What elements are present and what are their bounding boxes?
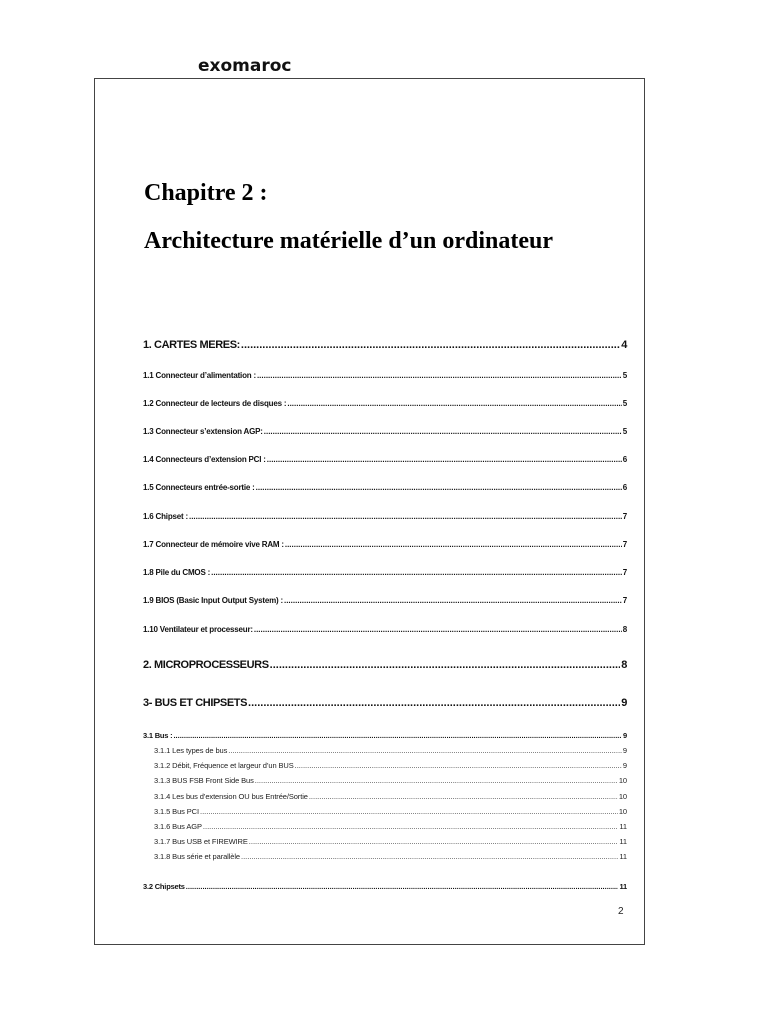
toc-entry-microprocesseurs[interactable] <box>143 659 627 671</box>
toc-leader-dots <box>267 455 622 464</box>
toc-entry-1-5[interactable] <box>143 483 627 492</box>
toc-entry-1-10[interactable] <box>143 625 627 634</box>
toc-entry-page: 5 <box>622 399 627 408</box>
toc-leader-dots <box>241 339 620 351</box>
toc-leader-dots <box>254 625 622 634</box>
toc-entry-text: 3.1.7 Bus USB et FIREWIRE <box>154 837 248 846</box>
toc-entry-text: 3.1.1 Les types de bus <box>154 746 228 755</box>
toc-entry-page: 6 <box>622 483 627 492</box>
toc-entry-text: 1.1 Connecteur d’alimentation : <box>143 371 256 380</box>
toc-entry-text: 3.2 Chipsets <box>143 882 185 891</box>
toc-entry-text: 3.1.8 Bus série et parallèle <box>154 852 241 861</box>
toc-entry-text: 1.6 Chipset : <box>143 512 188 521</box>
toc-entry-page: 10 <box>618 792 627 801</box>
toc-leader-dots <box>284 596 622 605</box>
toc-entry-1-2[interactable] <box>143 399 627 408</box>
toc-leader-dots <box>285 540 622 549</box>
toc-entry-page: 7 <box>622 512 627 521</box>
toc-entry-page: 8 <box>621 659 627 671</box>
toc-leader-dots <box>186 882 619 891</box>
toc-entry-3-1-6[interactable] <box>154 822 627 831</box>
toc-leader-dots <box>228 746 622 755</box>
toc-leader-dots <box>264 427 622 436</box>
toc-entry-page: 9 <box>622 761 627 770</box>
chapter-title: Architecture matérielle d’un ordinateur <box>144 228 554 254</box>
toc-entry-page: 4 <box>621 339 627 351</box>
toc-leader-dots <box>295 761 622 770</box>
toc-entry-page: 7 <box>622 596 627 605</box>
toc-entry-3-1-8[interactable] <box>154 852 627 861</box>
toc-entry-text: 1.4 Connecteurs d’extension PCI : <box>143 455 266 464</box>
toc-entry-3-1-5[interactable] <box>154 807 627 816</box>
toc-leader-dots <box>287 399 621 408</box>
toc-leader-dots <box>249 837 619 846</box>
toc-entry-page: 8 <box>622 625 627 634</box>
toc-entry-3-1[interactable] <box>143 731 627 740</box>
toc-leader-dots <box>248 697 620 709</box>
toc-leader-dots <box>241 852 618 861</box>
toc-entry-1-9[interactable] <box>143 596 627 605</box>
toc-leader-dots <box>173 731 622 740</box>
toc-entry-3-1-2[interactable] <box>154 761 627 770</box>
toc-entry-text: 3- BUS ET CHIPSETS <box>143 697 248 709</box>
toc-entry-3-2[interactable] <box>143 882 627 891</box>
toc-entry-text: 1. CARTES MERES: <box>143 339 240 351</box>
toc-leader-dots <box>255 776 618 785</box>
toc-entry-page: 9 <box>621 697 627 709</box>
toc-entry-text: 3.1 Bus : <box>143 731 173 740</box>
toc-entry-page: 11 <box>619 837 627 846</box>
toc-entry-page: 5 <box>622 371 627 380</box>
toc-leader-dots <box>257 371 622 380</box>
toc-entry-3-1-4[interactable] <box>154 792 627 801</box>
toc-entry-page: 11 <box>619 882 627 891</box>
toc-entry-1-8[interactable] <box>143 568 627 577</box>
toc-entry-1-6[interactable] <box>143 512 627 521</box>
toc-entry-text: 1.10 Ventilateur et processeur: <box>143 625 253 634</box>
toc-entry-page: 5 <box>622 427 627 436</box>
toc-entry-text: 1.8 Pile du CMOS : <box>143 568 211 577</box>
toc-entry-text: 3.1.5 Bus PCI <box>154 807 199 816</box>
toc-entry-page: 11 <box>619 852 627 861</box>
toc-entry-bus-et-chipsets[interactable] <box>143 697 627 709</box>
toc-entry-text: 3.1.3 BUS FSB Front Side Bus <box>154 776 254 785</box>
toc-entry-page: 9 <box>623 731 627 740</box>
toc-leader-dots <box>211 568 622 577</box>
toc-entry-page: 7 <box>622 540 627 549</box>
toc-leader-dots <box>200 807 618 816</box>
toc-entry-text: 1.5 Connecteurs entrée-sortie : <box>143 483 255 492</box>
toc-entry-page: 11 <box>619 822 627 831</box>
toc-leader-dots <box>256 483 622 492</box>
toc-entry-1-7[interactable] <box>143 540 627 549</box>
toc-leader-dots <box>189 512 622 521</box>
toc-entry-cartes-meres[interactable] <box>143 339 627 351</box>
toc-entry-3-1-7[interactable] <box>154 837 627 846</box>
toc-entry-text: 3.1.4 Les bus d’extension OU bus Entrée/Sortie <box>154 792 308 801</box>
toc-entry-text: 3.1.2 Débit, Fréquence et largeur d’un BUS <box>154 761 294 770</box>
toc-entry-text: 1.3 Connecteur s’extension AGP: <box>143 427 263 436</box>
page-number: 2 <box>618 906 624 917</box>
toc-entry-page: 10 <box>618 807 627 816</box>
toc-entry-page: 7 <box>622 568 627 577</box>
site-label: exomaroc <box>198 56 292 76</box>
chapter-heading: Chapitre 2 : <box>144 180 268 206</box>
toc-entry-3-1-1[interactable] <box>154 746 627 755</box>
toc-leader-dots <box>270 659 621 671</box>
toc-entry-page: 10 <box>618 776 627 785</box>
toc-entry-text: 3.1.6 Bus AGP <box>154 822 202 831</box>
toc-entry-1-4[interactable] <box>143 455 627 464</box>
toc-leader-dots <box>309 792 618 801</box>
toc-entry-1-3[interactable] <box>143 427 627 436</box>
toc-entry-page: 9 <box>622 746 627 755</box>
toc-entry-page: 6 <box>622 455 627 464</box>
toc-leader-dots <box>203 822 619 831</box>
toc-entry-text: 1.7 Connecteur de mémoire vive RAM : <box>143 540 284 549</box>
toc-entry-1-1[interactable] <box>143 371 627 380</box>
toc-entry-text: 2. MICROPROCESSEURS <box>143 659 269 671</box>
toc-entry-3-1-3[interactable] <box>154 776 627 785</box>
toc-entry-text: 1.9 BIOS (Basic Input Output System) : <box>143 596 283 605</box>
toc-entry-text: 1.2 Connecteur de lecteurs de disques : <box>143 399 287 408</box>
